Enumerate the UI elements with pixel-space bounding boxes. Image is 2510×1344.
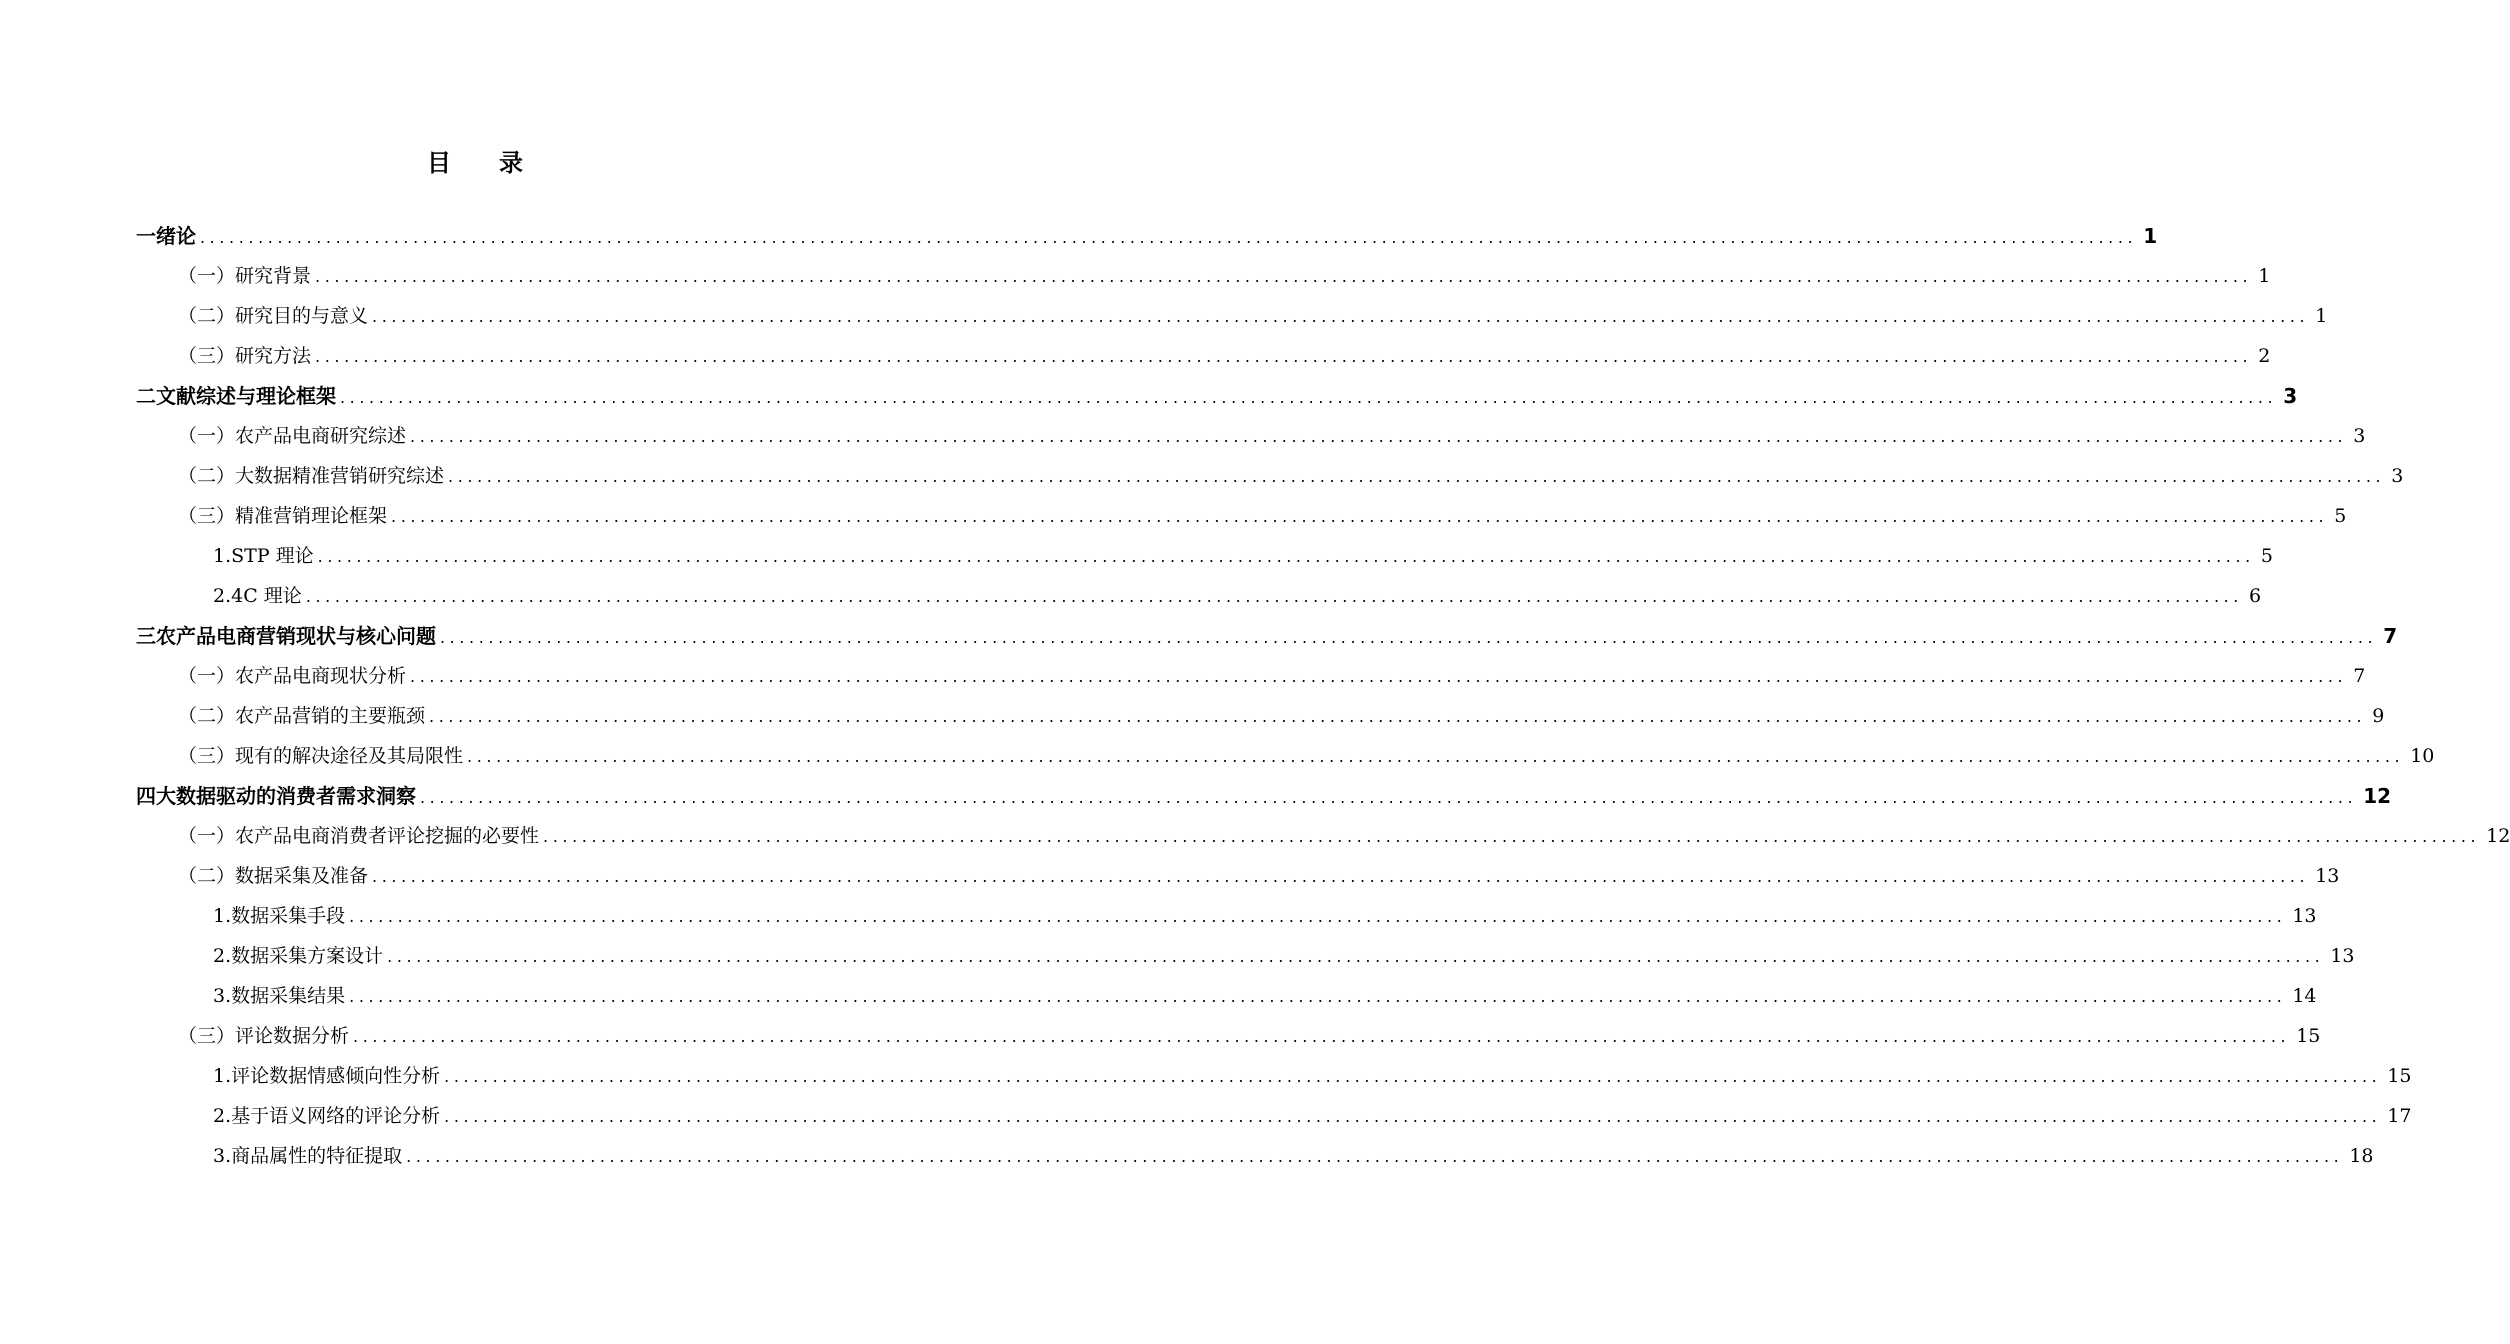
toc-entry-page-number: 5 [2260, 545, 2273, 567]
toc-entry-title: 精准营销理论框架 [235, 505, 388, 527]
toc-entry-page-number: 9 [2372, 705, 2385, 727]
toc-dot-leader: ........................................................................................................................................................................................................ [200, 228, 2138, 247]
toc-entry-title: 大数据驱动的消费者需求洞察 [156, 784, 416, 808]
toc-entry[interactable] [213, 1056, 2412, 1096]
toc-entry[interactable] [136, 376, 2298, 416]
toc-entry-page-number: 13 [2315, 865, 2340, 887]
toc-dot-leader: ........................................................................................................................................................................................................ [406, 1147, 2344, 1166]
toc-entry-title: 大数据精准营销研究综述 [235, 465, 445, 487]
toc-dot-leader: ........................................................................................................................................................................................................ [315, 267, 2253, 286]
toc-entry-number: 1. [213, 1065, 232, 1087]
toc-entry-page-number: 3 [2353, 425, 2366, 447]
toc-entry-number: 3. [213, 985, 232, 1007]
toc-dot-leader: ........................................................................................................................................................................................................ [305, 587, 2243, 606]
toc-dot-leader: ........................................................................................................................................................................................................ [448, 467, 2386, 486]
toc-entry-title: 数据采集手段 [231, 905, 346, 927]
toc-entry-title: 现有的解决途径及其局限性 [235, 745, 464, 767]
toc-entry-number: 2. [213, 1105, 232, 1127]
toc-entry-title: 数据采集方案设计 [231, 945, 384, 967]
toc-entry-page-number: 12 [2486, 825, 2510, 847]
toc-entry[interactable] [178, 456, 2404, 496]
toc-dot-leader: ........................................................................................................................................................................................................ [543, 827, 2481, 846]
toc-entry-page-number: 1 [2258, 265, 2271, 287]
toc-dot-leader: ........................................................................................................................................................................................................ [349, 987, 2287, 1006]
toc-dot-leader: ........................................................................................................................................................................................................ [349, 907, 2287, 926]
toc-entry[interactable] [178, 336, 2271, 376]
toc-dot-leader: ........................................................................................................................................................................................................ [444, 1067, 2382, 1086]
toc-entry-page-number: 13 [2330, 945, 2355, 967]
toc-entry-number: （三） [178, 1025, 236, 1047]
toc-entry-number: （二） [178, 305, 236, 327]
toc-entry-title: 评论数据分析 [235, 1025, 350, 1047]
toc-entry[interactable] [178, 856, 2340, 896]
toc-entry[interactable] [178, 496, 2347, 536]
toc-entry[interactable] [213, 1136, 2374, 1176]
title-char-2: 录 [499, 149, 523, 177]
toc-entry-title: 研究方法 [235, 345, 312, 367]
toc-entry-number: 1. [213, 905, 232, 927]
toc-entry-page-number: 5 [2334, 505, 2347, 527]
toc-entry-title: 研究背景 [235, 265, 312, 287]
toc-entry[interactable] [213, 1096, 2412, 1136]
toc-entry-number: 一 [136, 224, 156, 248]
toc-entry[interactable] [178, 1016, 2321, 1056]
toc-entry-page-number: 7 [2383, 624, 2398, 648]
toc-entry-title: 商品属性的特征提取 [231, 1145, 403, 1167]
toc-entry-number: 三 [136, 624, 156, 648]
title-char-1: 目 [427, 149, 451, 177]
toc-entry-page-number: 13 [2292, 905, 2317, 927]
toc-entry-page-number: 15 [2296, 1025, 2321, 1047]
toc-dot-leader: ........................................................................................................................................................................................................ [387, 947, 2325, 966]
toc-entry-number: （一） [178, 265, 236, 287]
toc-entry[interactable] [178, 816, 2510, 856]
toc-entry-title: 农产品电商消费者评论挖掘的必要性 [235, 825, 540, 847]
toc-entry-page-number: 3 [2391, 465, 2404, 487]
toc-entry[interactable] [213, 536, 2273, 576]
toc-dot-leader: ........................................................................................................................................................................................................ [467, 747, 2405, 766]
toc-entry-title: 基于语义网络的评论分析 [231, 1105, 441, 1127]
toc-entry-number: （二） [178, 865, 236, 887]
toc-entry-page-number: 1 [2143, 224, 2158, 248]
toc-dot-leader: ........................................................................................................................................................................................................ [420, 788, 2358, 807]
toc-entry-number: 四 [136, 784, 156, 808]
toc-entry-number: 2. [213, 945, 232, 967]
toc-entry[interactable] [136, 216, 2158, 256]
toc-dot-leader: ........................................................................................................................................................................................................ [317, 547, 2255, 566]
toc-entry-title: 农产品电商营销现状与核心问题 [156, 624, 436, 648]
toc-dot-leader: ........................................................................................................................................................................................................ [340, 388, 2278, 407]
toc-entry-title: STP 理论 [231, 545, 314, 567]
toc-entry-number: （二） [178, 465, 236, 487]
toc-entry-page-number: 3 [2283, 384, 2298, 408]
toc-entry-page-number: 6 [2249, 585, 2262, 607]
toc-entry-number: （一） [178, 665, 236, 687]
toc-entry-page-number: 1 [2315, 305, 2328, 327]
toc-entry-title: 评论数据情感倾向性分析 [231, 1065, 441, 1087]
toc-dot-leader: ........................................................................................................................................................................................................ [429, 707, 2367, 726]
toc-entry-page-number: 14 [2292, 985, 2317, 1007]
page-title [0, 146, 950, 180]
toc-entry[interactable] [178, 656, 2366, 696]
toc-entry-page-number: 10 [2410, 745, 2435, 767]
toc-entry[interactable] [178, 696, 2385, 736]
toc-entry-number: （三） [178, 345, 236, 367]
toc-entry[interactable] [178, 256, 2271, 296]
toc-entry-number: （一） [178, 425, 236, 447]
toc-entry-title: 农产品电商现状分析 [235, 665, 407, 687]
toc-dot-leader: ........................................................................................................................................................................................................ [372, 307, 2310, 326]
toc-dot-leader: ........................................................................................................................................................................................................ [353, 1027, 2291, 1046]
toc-entry-page-number: 12 [2363, 784, 2392, 808]
toc-entry-title: 研究目的与意义 [235, 305, 369, 327]
toc-entry-number: 二 [136, 384, 156, 408]
toc-entry[interactable] [213, 936, 2355, 976]
toc-entry-title: 4C 理论 [231, 585, 302, 607]
toc-entry-title: 文献综述与理论框架 [156, 384, 336, 408]
toc-dot-leader: ........................................................................................................................................................................................................ [440, 628, 2378, 647]
toc-entry-title: 数据采集及准备 [235, 865, 369, 887]
toc-entry-title: 数据采集结果 [231, 985, 346, 1007]
toc-entry-number: 3. [213, 1145, 232, 1167]
toc-entry[interactable] [136, 616, 2398, 656]
toc-entry-number: 2. [213, 585, 232, 607]
toc-entry[interactable] [213, 976, 2317, 1016]
toc-entry[interactable] [136, 776, 2392, 816]
toc-entry-page-number: 2 [2258, 345, 2271, 367]
toc-entry-title: 农产品营销的主要瓶颈 [235, 705, 426, 727]
toc-entry-number: （三） [178, 505, 236, 527]
toc-entry-number: （一） [178, 825, 236, 847]
toc-entry[interactable] [213, 896, 2317, 936]
toc-entry-title: 绪论 [156, 224, 196, 248]
toc-entry-page-number: 15 [2387, 1065, 2412, 1087]
toc-dot-leader: ........................................................................................................................................................................................................ [410, 427, 2348, 446]
toc-entry-page-number: 17 [2387, 1105, 2412, 1127]
toc-dot-leader: ........................................................................................................................................................................................................ [315, 347, 2253, 366]
toc-entry-number: 1. [213, 545, 232, 567]
toc-dot-leader: ........................................................................................................................................................................................................ [391, 507, 2329, 526]
toc-entry[interactable] [178, 416, 2366, 456]
toc-entry[interactable] [178, 736, 2435, 776]
toc-entry-number: （三） [178, 745, 236, 767]
toc-dot-leader: ........................................................................................................................................................................................................ [410, 667, 2348, 686]
toc-dot-leader: ........................................................................................................................................................................................................ [372, 867, 2310, 886]
toc-entry[interactable] [178, 296, 2328, 336]
toc-entry-page-number: 18 [2349, 1145, 2374, 1167]
toc-entry-title: 农产品电商研究综述 [235, 425, 407, 447]
toc-entry-page-number: 7 [2353, 665, 2366, 687]
toc-entry-number: （二） [178, 705, 236, 727]
toc-entry[interactable] [213, 576, 2262, 616]
toc-dot-leader: ........................................................................................................................................................................................................ [444, 1107, 2382, 1126]
